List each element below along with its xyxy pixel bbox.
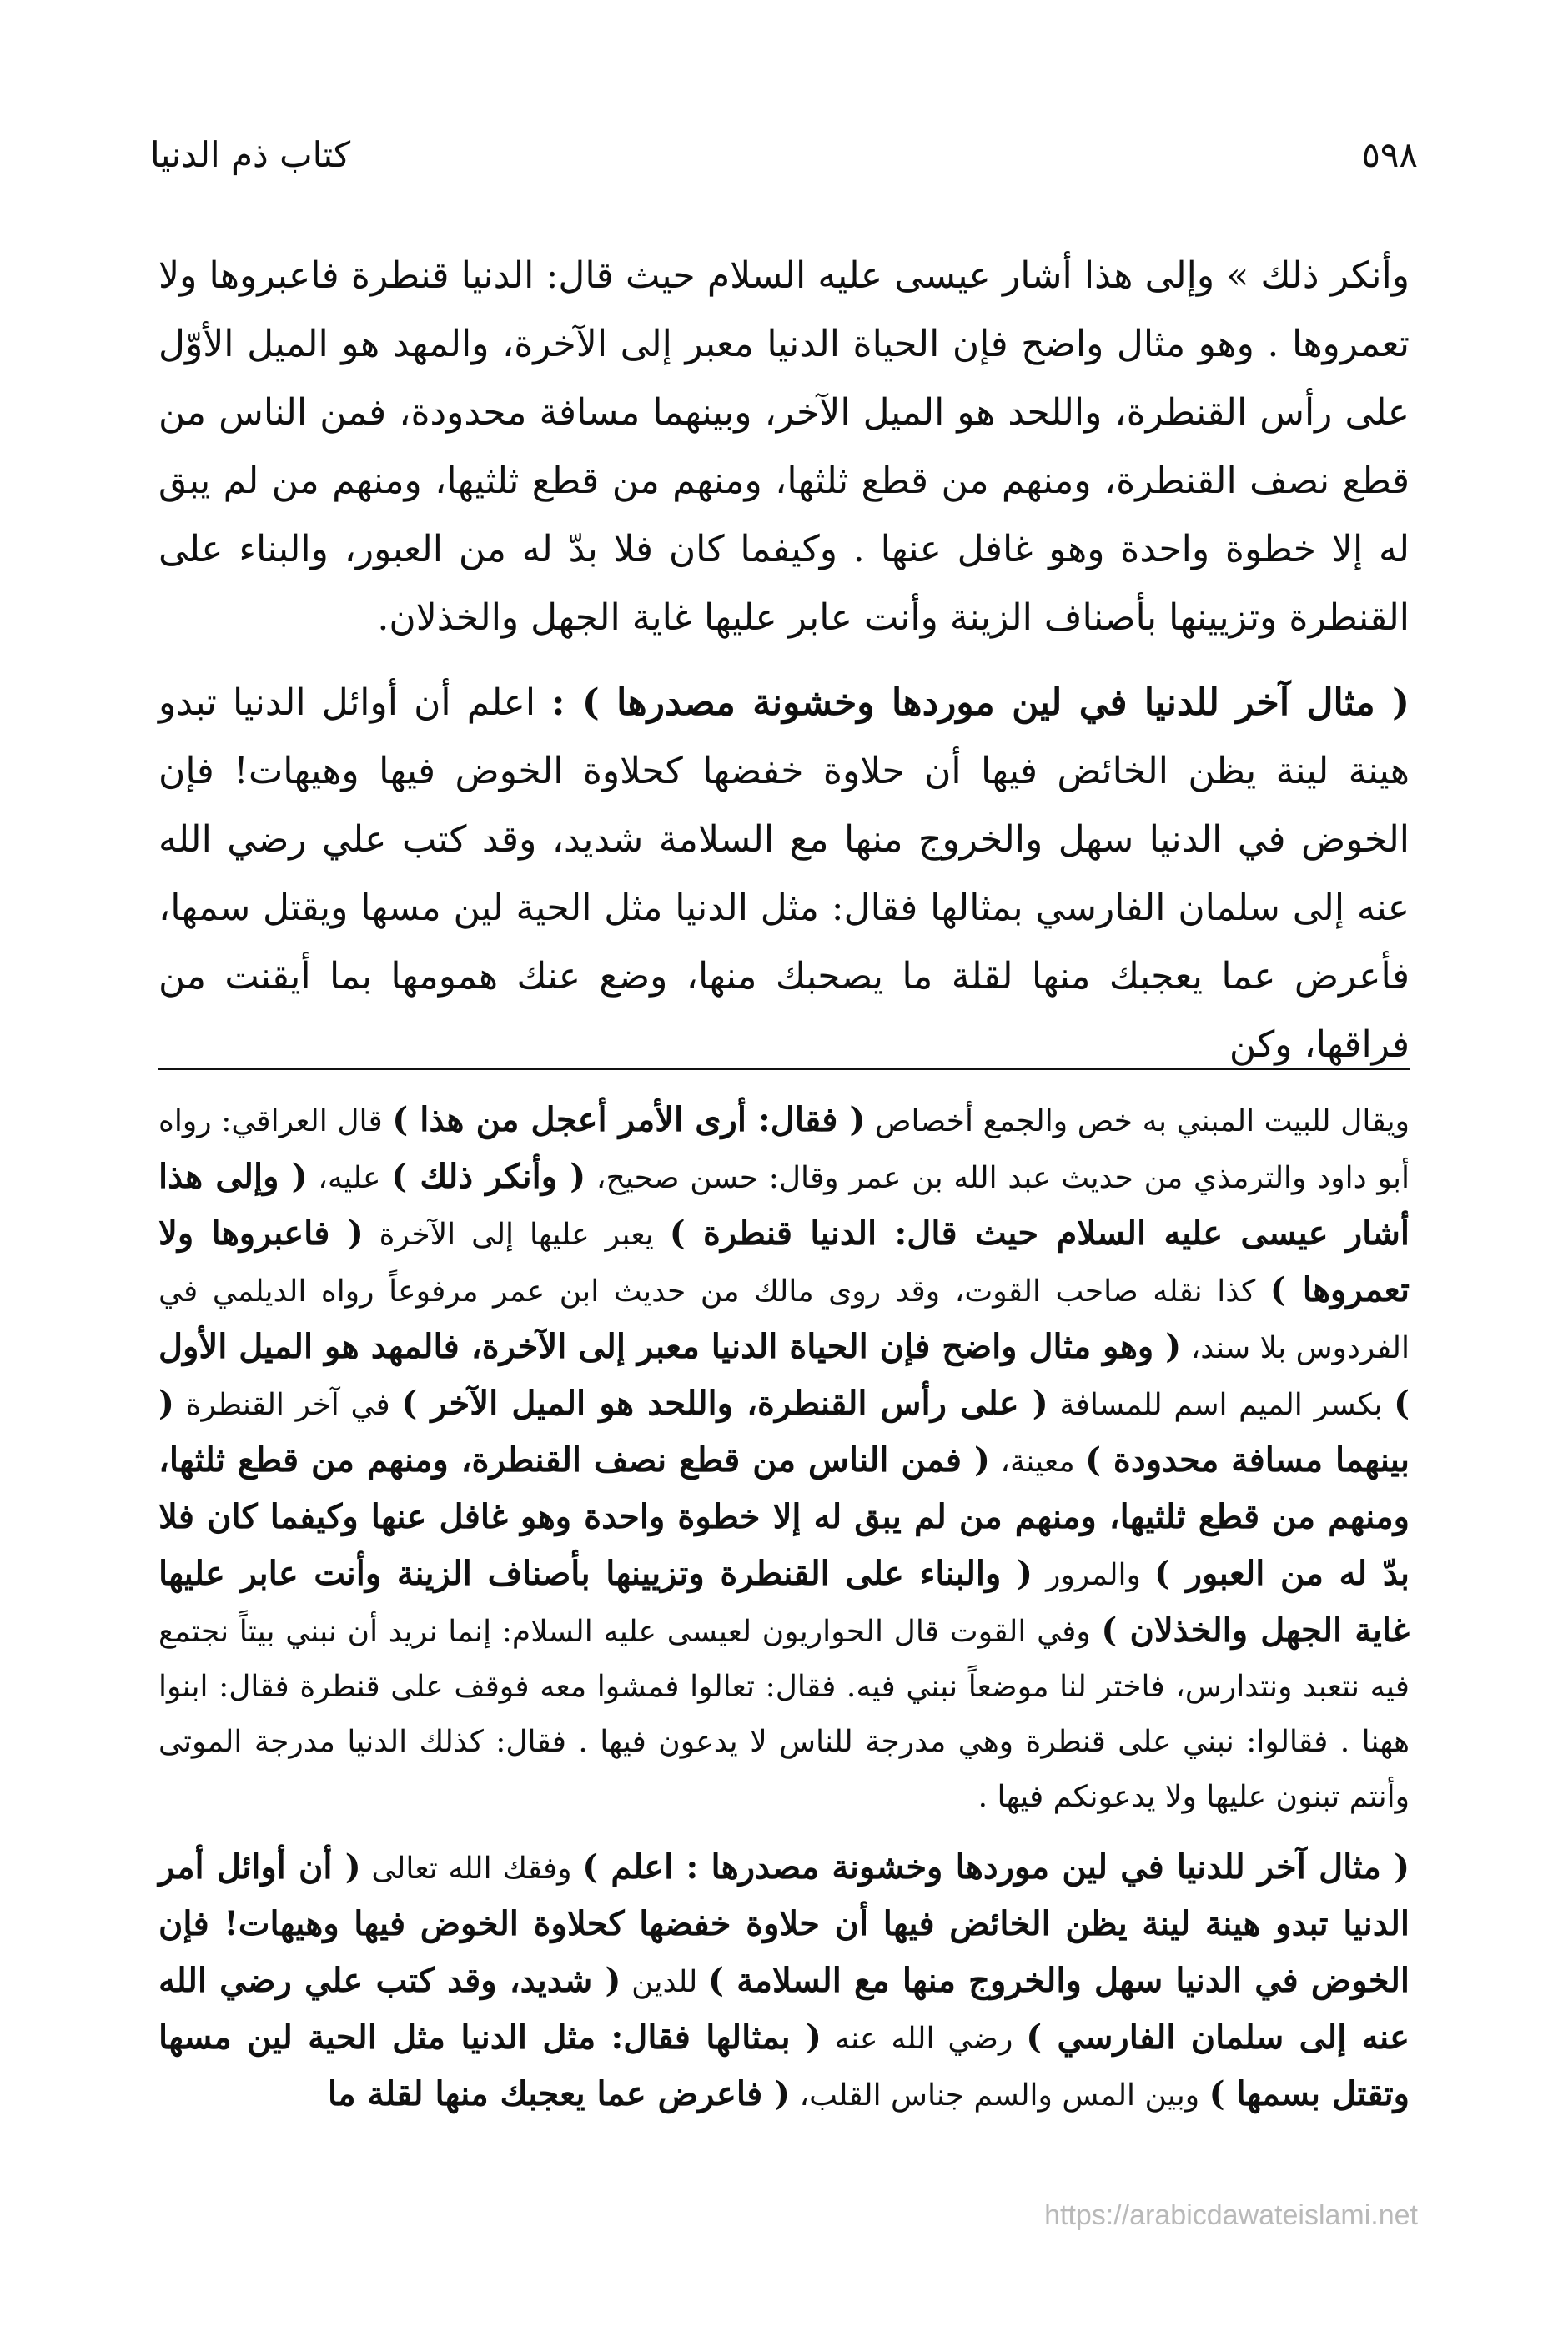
fn-text: معينة، bbox=[989, 1445, 1086, 1479]
footnote-divider bbox=[158, 1068, 1410, 1070]
main-paragraph-1-text: وأنكر ذلك » وإلى هذا أشار عيسى عليه السلام حيث قال: الدنيا قنطرة فاعبروها ولا تعمروها . وهو مثال واضح فإن الحياة الدنيا معبر إلى الآخرة، والمهد هو الميل الأوّل على رأس القنطرة، واللحد هو الميل الآخر، وبينهما مسافة محدودة، فمن الناس من قطع نصف القنطرة، ومنهم من قطع ثلثها، ومنهم من قطع ثلثيها، ومنهم من لم يبق له إلا خطوة واحدة وهو غافل عنها . وكيفما كان فلا بدّ له من العبور، والبناء على القنطرة وتزيينها بأصناف الزينة وأنت عابر عليها غاية الجهل والخذلان. bbox=[158, 254, 1410, 639]
book-title: كتاب ذم الدنيا bbox=[150, 133, 351, 175]
main-paragraph-1 bbox=[158, 242, 1410, 652]
fn-text: ويقال للبيت المبني به خص والجمع أخصاص bbox=[865, 1104, 1410, 1138]
fn-quote: ( مثال آخر للدنيا في لين موردها وخشونة مصدرها : اعلم ) bbox=[582, 1847, 1410, 1887]
fn-quote: ( وأنكر ذلك ) bbox=[391, 1157, 586, 1196]
main-paragraph-2 bbox=[158, 669, 1410, 1079]
footnotes bbox=[158, 1093, 1410, 2139]
main-paragraph-2-text: اعلم أن أوائل الدنيا تبدو هينة لينة يظن الخائض فيها أن حلاوة خفضها كحلاوة الخوض فيها وهيهات! فإن الخوض في الدنيا سهل والخروج منها مع السلامة شديد، وقد كتب علي رضي الله عنه إلى سلمان الفارسي بمثالها فقال: مثل الدنيا مثل الحية لين مسها ويقتل سمها، فأعرض عما يعجبك منها لقلة ما يصحبك منها، وضع عنك همومها بما أيقنت من فراقها، وكن bbox=[158, 681, 1410, 1066]
fn-text: للدين bbox=[621, 1965, 708, 1999]
footnote-paragraph-1 bbox=[158, 1093, 1410, 1825]
fn-text: رضي الله عنه bbox=[821, 2022, 1027, 2056]
page-number: ٥٩٨ bbox=[1361, 133, 1418, 175]
section-heading: ( مثال آخر للدنيا في لين موردها وخشونة مصدرها ) : bbox=[551, 681, 1410, 724]
fn-quote: ( على رأس القنطرة، واللحد هو الميل الآخر ) bbox=[401, 1384, 1048, 1423]
fn-text: في آخر القنطرة bbox=[173, 1388, 402, 1422]
main-text bbox=[158, 242, 1410, 1096]
fn-quote: ( فاعرض عما يعجبك منها لقلة ما bbox=[327, 2074, 791, 2113]
fn-text: يعبر عليها إلى الآخرة bbox=[363, 1218, 670, 1252]
fn-quote: ( شديد، وقد كتب علي رضي الله عنه إلى سلمان الفارسي ) bbox=[158, 1961, 1410, 2057]
fn-text: وفقك الله تعالى bbox=[360, 1852, 583, 1886]
watermark-url: https://arabicdawateislami.net bbox=[1044, 2199, 1418, 2231]
fn-text: عليه، bbox=[307, 1161, 392, 1195]
fn-quote: ( وهو مثال واضح فإن الحياة الدنيا معبر إلى الآخرة، فالمهد هو الميل الأول ) bbox=[158, 1327, 1410, 1423]
page-header bbox=[150, 125, 1418, 183]
fn-quote: ( بينهما مسافة محدودة ) bbox=[158, 1384, 1410, 1480]
fn-quote: ( والبناء على القنطرة وتزيينها بأصناف الزينة وأنت عابر عليها غاية الجهل والخذلان ) bbox=[158, 1554, 1410, 1650]
footnote-paragraph-2 bbox=[158, 1840, 1410, 2123]
fn-text: بكسر الميم اسم للمسافة bbox=[1048, 1388, 1395, 1422]
fn-quote: ( فقال: أرى الأمر أعجل من هذا ) bbox=[392, 1100, 866, 1139]
fn-quote: ( فمن الناس من قطع نصف القنطرة، ومنهم من قطع ثلثها، ومنهم من قطع ثلثيها، ومنهم من لم يبق له إلا خطوة واحدة وهو غافل عنها وكيفما كان فلا بدّ له من العبور ) bbox=[158, 1440, 1410, 1593]
fn-text: والمرور bbox=[1032, 1558, 1155, 1592]
fn-text: وفي القوت قال الحواريون لعيسى عليه السلام: إنما نريد أن نبني بيتاً نجتمع فيه نتعبد ونتدارس، فاختر لنا موضعاً نبني فيه. فقال: تعالوا فمشوا معه فوقف على قنطرة فقال: ابنوا ههنا . فقالوا: نبني على قنطرة وهي مدرجة للناس لا يدعون فيها . فقال: كذلك الدنيا مدرجة الموتى وأنتم تبنون عليها ولا يدعونكم فيها . bbox=[158, 1615, 1410, 1814]
fn-text: وبين المس والسم جناس القلب، bbox=[790, 2078, 1209, 2113]
fn-text: كذا نقله صاحب القوت، وقد روى مالك من حديث ابن عمر مرفوعاً رواه الديلمي في الفردوس بلا سند، bbox=[158, 1274, 1410, 1365]
fn-quote: ( فاعبروها ولا تعمروها ) bbox=[158, 1214, 1410, 1309]
fn-quote: ( أن أوائل أمر الدنيا تبدو هينة لينة يظن الخائض فيها أن حلاوة خفضها كحلاوة الخوض فيها وهيهات! فإن الخوض في الدنيا سهل والخروج منها مع السلامة ) bbox=[158, 1847, 1410, 2000]
fn-quote: ( وإلى هذا أشار عيسى عليه السلام حيث قال: الدنيا قنطرة ) bbox=[158, 1157, 1410, 1253]
fn-text: قال العراقي: رواه أبو داود والترمذي من حديث عبد الله بن عمر وقال: حسن صحيح، bbox=[158, 1104, 1410, 1195]
fn-quote: ( بمثالها فقال: مثل الدنيا مثل الحية لين مسها وتقتل بسمها ) bbox=[158, 2018, 1410, 2113]
